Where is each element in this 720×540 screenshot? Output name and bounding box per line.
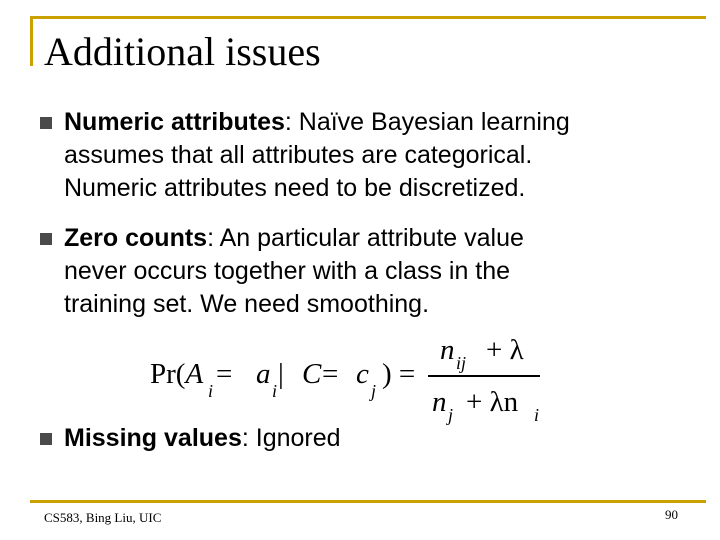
bullet-numeric-attributes-line-1 bbox=[64, 106, 570, 139]
bullet-term: Numeric attributes bbox=[64, 108, 285, 136]
bullet-missing-values-line-1 bbox=[64, 422, 341, 455]
formula-num-sub: ij bbox=[456, 353, 467, 373]
title-frame-top-line bbox=[30, 16, 706, 19]
title-frame-left-line bbox=[30, 16, 33, 66]
bullet-text: : Ignored bbox=[241, 424, 341, 452]
formula-pr: Pr( bbox=[150, 358, 186, 390]
formula-eq-1: = bbox=[216, 358, 233, 390]
formula-close: ) = bbox=[382, 358, 416, 390]
formula-c-letter: c bbox=[356, 358, 369, 390]
formula-num-plus: + λ bbox=[486, 334, 524, 366]
bullet-term: Zero counts bbox=[64, 224, 208, 252]
formula-C-letter: C bbox=[302, 358, 322, 390]
bullet-zero-counts-line-2: never occurs together with a class in the bbox=[64, 257, 511, 285]
formula-den-sub-i: i bbox=[534, 405, 540, 425]
bullet-term: Missing values bbox=[64, 424, 242, 452]
formula-var-a bbox=[256, 358, 271, 390]
formula-lhs bbox=[150, 358, 203, 390]
fraction-bar bbox=[428, 375, 540, 377]
formula-eq-2: = bbox=[322, 358, 339, 390]
page-number: 90 bbox=[665, 507, 678, 522]
bullet-numeric-attributes-line-2: assumes that all attributes are categorical. bbox=[64, 141, 533, 169]
formula-den-n bbox=[432, 386, 447, 418]
formula-num-n-letter: n bbox=[440, 334, 455, 366]
footer-line bbox=[30, 500, 706, 503]
formula-var-C bbox=[302, 358, 321, 390]
bullet-text: : An particular attribute value bbox=[207, 224, 524, 252]
formula-den-plus: + λn bbox=[466, 386, 519, 418]
formula-var-c bbox=[356, 358, 369, 390]
formula-num-n bbox=[440, 334, 455, 366]
smoothing-formula bbox=[150, 334, 550, 430]
formula-den-sub-j: j bbox=[448, 405, 454, 425]
formula-sub-i: i bbox=[208, 381, 214, 401]
bullet-marker bbox=[40, 433, 52, 445]
formula-var-A: A bbox=[185, 358, 204, 390]
formula-sub-j: j bbox=[371, 381, 377, 401]
bullet-zero-counts-line-1 bbox=[64, 222, 524, 255]
formula-den-n-letter: n bbox=[432, 386, 447, 418]
bullet-text: : Naïve Bayesian learning bbox=[284, 108, 570, 136]
formula-sub-i: i bbox=[272, 381, 278, 401]
formula-a-letter: a bbox=[256, 358, 271, 390]
bullet-numeric-attributes-line-3: Numeric attributes need to be discretized. bbox=[64, 174, 526, 202]
slide-title: Additional issues bbox=[44, 29, 321, 74]
bullet-marker bbox=[40, 233, 52, 245]
bullet-marker bbox=[40, 117, 52, 129]
bullet-zero-counts-line-3: training set. We need smoothing. bbox=[64, 290, 430, 318]
formula-given: | bbox=[278, 358, 284, 390]
footer-course-credit: CS583, Bing Liu, UIC bbox=[44, 510, 162, 525]
